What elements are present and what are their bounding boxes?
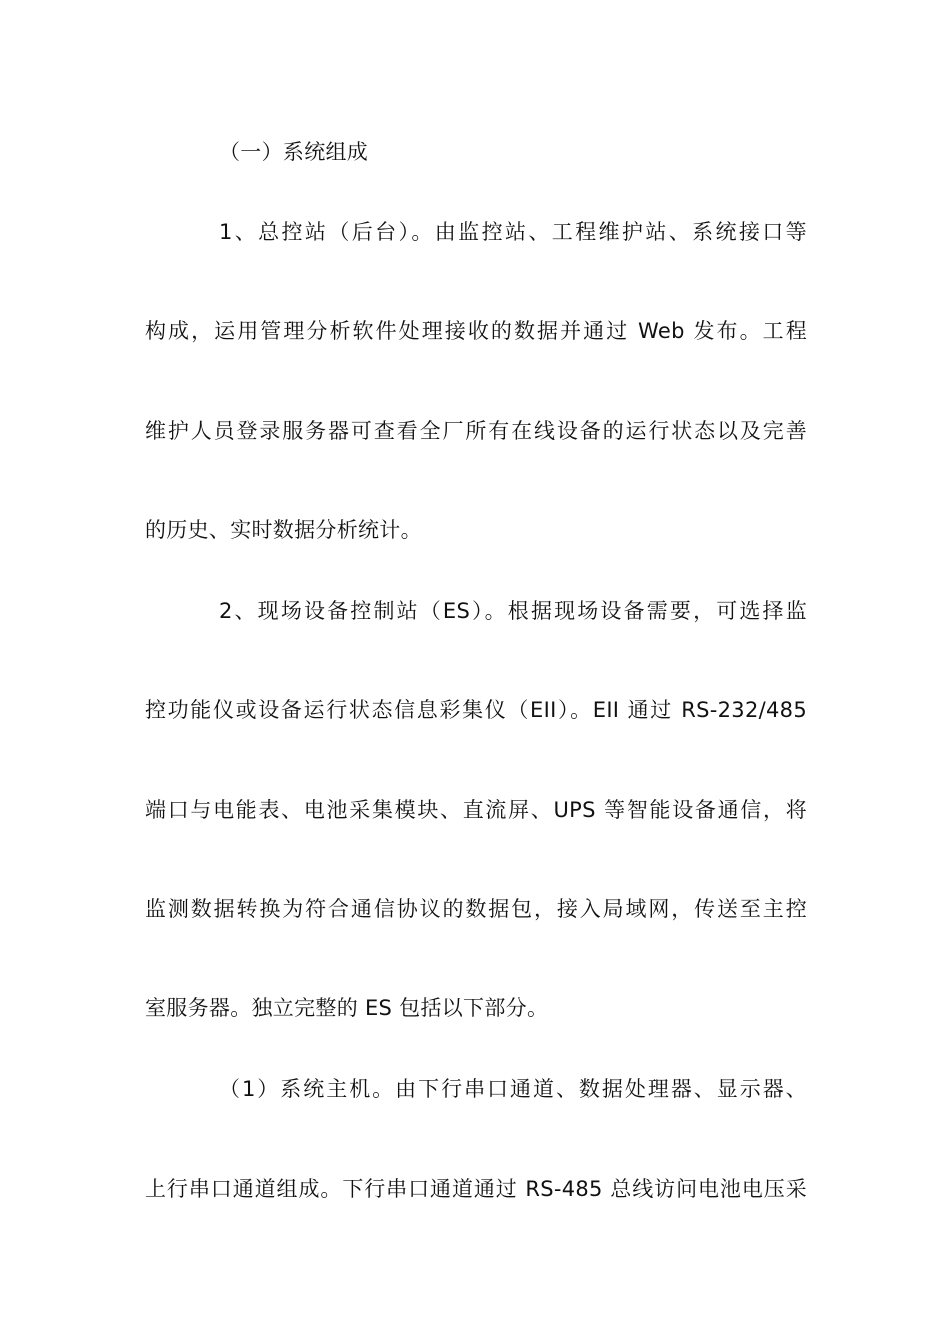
paragraph-line: 监测数据转换为符合通信协议的数据包，接入局域网，传送至主控 xyxy=(145,897,807,921)
paragraph-line: 端口与电能表、电池采集模块、直流屏、UPS 等智能设备通信，将 xyxy=(145,798,807,822)
paragraph-line: 构成，运用管理分析软件处理接收的数据并通过 Web 发布。工程 xyxy=(145,319,807,343)
paragraph-line: 上行串口通道组成。下行串口通道通过 RS-485 总线访问电池电压采 xyxy=(145,1177,807,1201)
paragraph-line: 控功能仪或设备运行状态信息彩集仪（EII）。EII 通过 RS-232/485 xyxy=(145,698,807,722)
paragraph-line: （1）系统主机。由下行串口通道、数据处理器、显示器、 xyxy=(219,1077,807,1101)
paragraph-line: 1、总控站（后台）。由监控站、工程维护站、系统接口等 xyxy=(219,220,807,244)
paragraph-line: 维护人员登录服务器可查看全厂所有在线设备的运行状态以及完善 xyxy=(145,419,807,443)
section-heading: （一）系统组成 xyxy=(219,140,369,164)
paragraph-line: 的历史、实时数据分析统计。 xyxy=(145,518,422,542)
paragraph-line: 2、现场设备控制站（ES）。根据现场设备需要，可选择监 xyxy=(219,599,807,623)
paragraph-line: 室服务器。独立完整的 ES 包括以下部分。 xyxy=(145,996,549,1020)
